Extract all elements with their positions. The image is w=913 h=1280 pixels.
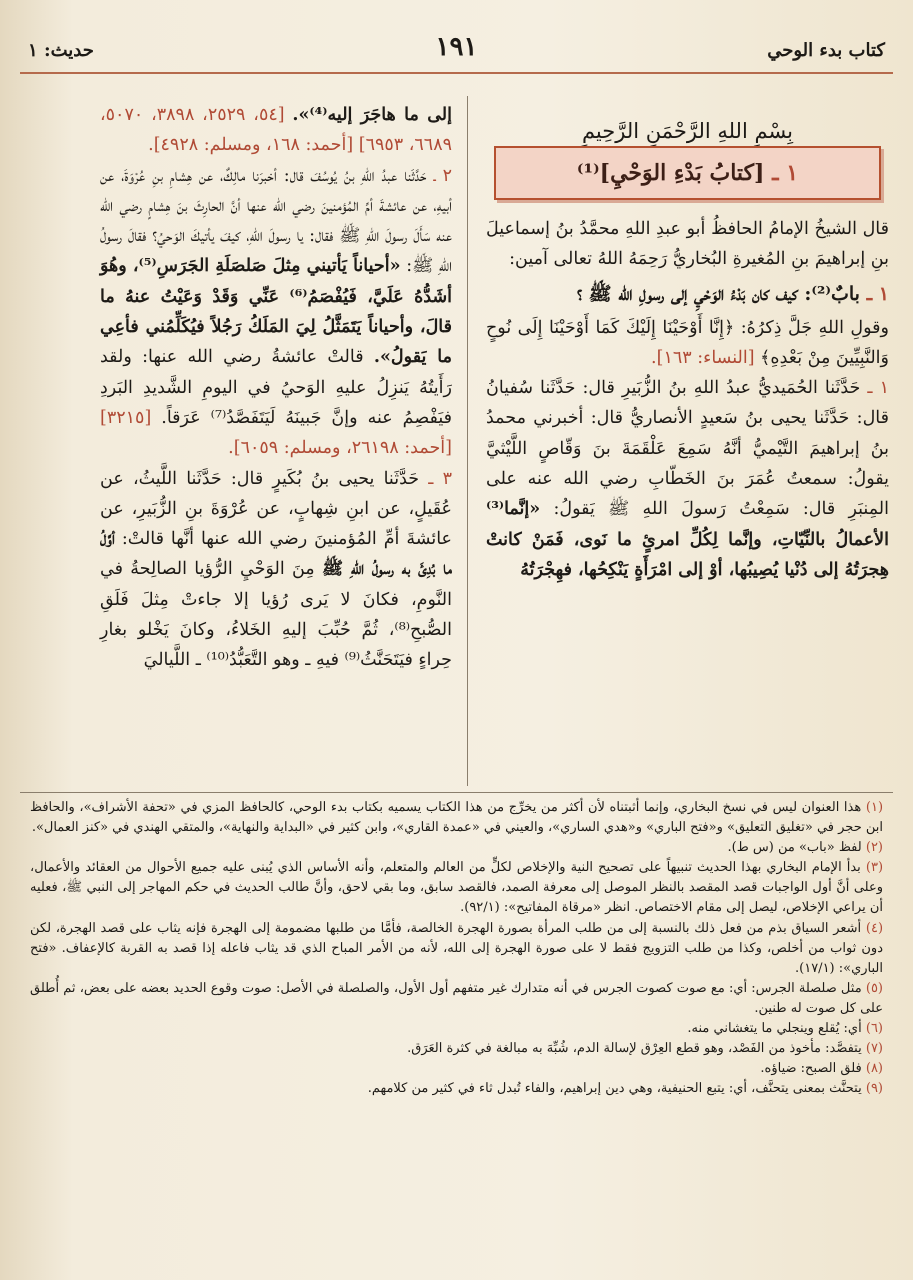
footnote: (٣) بدأ الإمام البخاري بهذا الحديث تنبيهاً على تصحيح النية والإخلاص لكلٍّ من العالم والمتعلم، وأنه الأساس الذي يُبنى عليه جميع الأحوال من العقائد والأعمال، وعلى أنَّ أول الواجبات قصد المقصد بالنظر الموصل إلى معرفة الصمد، فالقصد سابق، وما بقي لاحق، وأنَّ طالب الحديث في حكم المهاجر إلى النبي ﷺ، فعليه أن يراعي الإخلاص، ليصل إلى مقام الاختصاص. انظر «مرقاة المفاتيح»: (٩٢/١). [30, 860, 884, 916]
hadith-1-number: ١ ـ [867, 378, 889, 399]
quran-text: وقولِ اللهِ جَلَّ ذِكرُهُ: ﴿إِنَّا أَوْحَيْنَا إِلَيْكَ كَمَا أَوْحَيْنَا إِلَى نُوحٍ وَالنَّبِيِّينَ مِنْ بَعْدِهِ﴾ [486, 317, 889, 368]
basmala: بِسْمِ اللهِ الرَّحْمَنِ الرَّحِيمِ [581, 119, 794, 143]
bab-heading [486, 275, 889, 313]
header-rule [20, 72, 893, 74]
bab-number: ١ ـ [866, 282, 889, 305]
hadith-2-aisha: قالتْ عائشةُ رضي الله عنها: ولقد رَأَيتُهُ يَنزِلُ عليهِ الوَحيُ في اليومِ الشَّديدِ البَردِ فيَفْصِمُ عنه وإنَّ جَبينَهُ لَيَتَفَصَّدُ⁽⁷⁾ عَرَقاً. [100, 347, 452, 428]
hadith-3-text: مِنَ الوَحْيِ الرُّؤيا الصالِحةُ في النَّومِ، فكانَ لا يَرى رُؤيا إلا جاءتْ مِثلَ فَلَقِ الصُّبحِ⁽⁸⁾، ثُمَّ حُبِّبَ إليهِ الخَلاءُ، وكانَ يَخْلو بغارِ حِراءٍ فيَتَحَنَّثُ⁽⁹⁾ فيهِ ـ وهو التَّعَبُّدُ⁽¹⁰⁾ ـ اللَّياليَ [100, 559, 452, 671]
hadith-range-label: حديث: ١ [28, 40, 94, 61]
footnotes [30, 798, 883, 1099]
footnote: (٦) أي: يُقلع وينجلي ما يتغشاني منه. [687, 1021, 883, 1037]
hadith-1-references: [٥٤، ٢٥٢٩، ٣٨٩٨، ٥٠٧٠، ٦٦٨٩، ٦٩٥٣] [أحمد: ١٦٨، ومسلم: ٤٩٢٨]. [100, 105, 452, 156]
hadith-3-chain: حَدَّثَنا يحيى بنُ بُكَيرٍ قال: حَدَّثَنا اللَّيثُ، عن عُقَيلٍ، عن ابنِ شِهابٍ، عن عُرْوَةَ بنِ الزُّبَيرِ، عن عائشةَ أمِّ المُؤمنينَ رضي الله عنها أنَّها قالتْ: [100, 468, 452, 550]
hadith-1-end: إلى ما هاجَرَ إليه⁽⁴⁾». [292, 105, 452, 125]
hadith-2-references: [٣٢١٥] [أحمد: ٢٦١٩٨، ومسلم: ٦٠٥٩]. [100, 407, 452, 459]
kitab-number: ١ ـ [772, 160, 799, 186]
footnote: (٨) فلق الصبح: ضياؤه. [760, 1061, 883, 1077]
footnote: (٩) يتحنَّث بمعنى يتحنَّف، أي: يتبع الحنيفية، وهي دين إبراهيم، والفاء تُبدل ثاء في كثير من كلامهم. [367, 1081, 883, 1097]
footnote: (٢) لفظ «باب» من (س ط). [727, 840, 883, 856]
hadith-1-continuation [100, 100, 452, 161]
footnote: (٤) أشعر السياق بذم من فعل ذلك بالنسبة إلى من طلب المرأة بصورة الهجرة الخالصة، فأمَّا من طلبها مضمومة إلى الهجرة فإنه يثاب على قصد الهجرة، لكن دون ثواب من أخلص، وكذا من طلب التزويج فقط لا على صورة الهجرة إلى الله، لأنه من الأمر المباح الذي قد يثاب فاعله إذا قصد به القربة كالإعفاف. «فتح الباري»: (١٧/١). [30, 920, 884, 976]
footnote-divider [20, 792, 893, 793]
bab-title: بابٌ⁽²⁾: كيف كان بَدْءُ الوَحْيِ إلى رسولِ الله ﷺ ؟ [576, 282, 860, 305]
hadith-1 [486, 373, 889, 585]
page-header [20, 30, 893, 70]
footnote: (٧) يتفصَّد: مأخوذ من الفَصْد، وهو قطع العِرْق لإسالة الدم، شُبِّهَ به مبالغة في كثرة العَرَق. [407, 1041, 883, 1057]
hadith-1-matn: «إنَّما⁽³⁾ الأعمالُ بالنِّيّاتِ، وإنَّما لِكُلِّ امرئٍ ما نَوى، فَمَنْ كانتْ هِجرَتُهُ إلى دُنْيا يُصِيبُها، أوْ إلى امْرَأَةٍ يَنْكِحُها، فهِجْرَتُهُ [486, 499, 889, 580]
quran-verse [486, 313, 889, 374]
hadith-3-matn: أوَّلُ ما بُدِئَ به رسولُ اللهِ ﷺ [100, 529, 452, 580]
intro-text: قال الشيخُ الإمامُ الحافظُ أبو عبدِ اللهِ محمَّدُ بنُ إسماعيلَ بنِ إبراهيمَ بنِ المُغيرةِ البُخاريُّ رَحِمَهُ اللهُ تعالى آمين: [486, 219, 889, 270]
hadith-2 [100, 161, 452, 464]
left-column [100, 100, 452, 676]
page-number: ١٩١ [435, 32, 478, 62]
hadith-1-chain: حَدَّثَنا الحُمَيديُّ عبدُ اللهِ بنُ الزُّبَيرِ قال: حَدَّثَنا سُفيانُ قال: حَدَّثَنا يحيى بنُ سَعيدٍ الأنصاريُّ قال: أخبرني محمدُ بنُ إبراهيمَ التَّيْميُّ أنَّهُ سَمِعَ عَلْقَمَةَ بنَ وَقّاصٍ اللَّيْثيَّ يقولُ: سمعتُ عُمَرَ بنَ الخَطّابِ رضي الله عنه على المِنبَرِ قال: سَمِعْتُ رَسولَ اللهِ ﷺ يَقولُ: [486, 378, 889, 520]
quran-reference: [النساء: ١٦٣]. [651, 347, 755, 368]
kitab-title: [كتابُ بَدْءِ الوَحْيِ]⁽¹⁾ [576, 160, 765, 186]
right-column [486, 116, 889, 585]
footnote: (١) هذا العنوان ليس في نسخ البخاري، وإنما أثبتناه لأن أكثر من يخرِّج من هذا الكتاب يسميه بكتاب بدء الوحي، كالحافظ المزي في «تحفة الأشراف»، والحافظ ابن حجر في «تغليق التعليق» و«فتح الباري» و«هدي الساري»، والعيني في «عمدة القاري»، وابن كثير في «البداية والنهاية»، والمتقي الهندي في «كنز العمال». [30, 800, 884, 836]
hadith-3-number: ٣ ـ [428, 468, 452, 489]
running-title: كتاب بدء الوحي [767, 40, 885, 61]
hadith-2-number: ٢ ـ [433, 165, 452, 186]
footnote: (٥) مثل صلصلة الجرس: أي: مع صوت كصوت الجرس في أنه متدارك غير متفهم أول الأول، والصلصلة في الأصل: صوت وقوع الحديد بعضه على بعض، ثم أُطلق على كل صوت له طنين. [30, 980, 883, 1016]
hadith-3 [100, 464, 452, 676]
hadith-2-chain: حَدَّثَنا عبدُ اللهِ بنُ يُوسُفَ قال: أخبرَنا مالِكٌ، عن هِشامِ بنِ عُرْوَةَ، عن أبيهِ، عن عائشةَ أمِّ المُؤمنينَ رضي الله عنها أنَّ الحارِثَ بنَ هِشامٍ رضي الله عنه سَأَلَ رسولَ اللهِ ﷺ فقال: يا رسولَ اللهِ، كيفَ يأتيكَ الوَحيُ؟ فقالَ رسولُ اللهِ ﷺ: [100, 165, 452, 277]
kitab-title-box [494, 146, 881, 200]
hadith-2-matn: «أحياناً يَأتيني مِثلَ صَلصَلَةِ الجَرَسِ⁽⁵⁾، وهُوَ أشَدُّهُ عَلَيَّ، فَيُفْصَمُ⁽⁶⁾ عَنِّي وَقَدْ وَعَيْتُ عنهُ ما قالَ، وأحياناً يَتَمَثَّلُ لِيَ المَلَكُ رَجُلاً فيُكَلِّمُني فأعِي ما يَقولُ». [100, 256, 452, 368]
column-divider [467, 96, 468, 786]
